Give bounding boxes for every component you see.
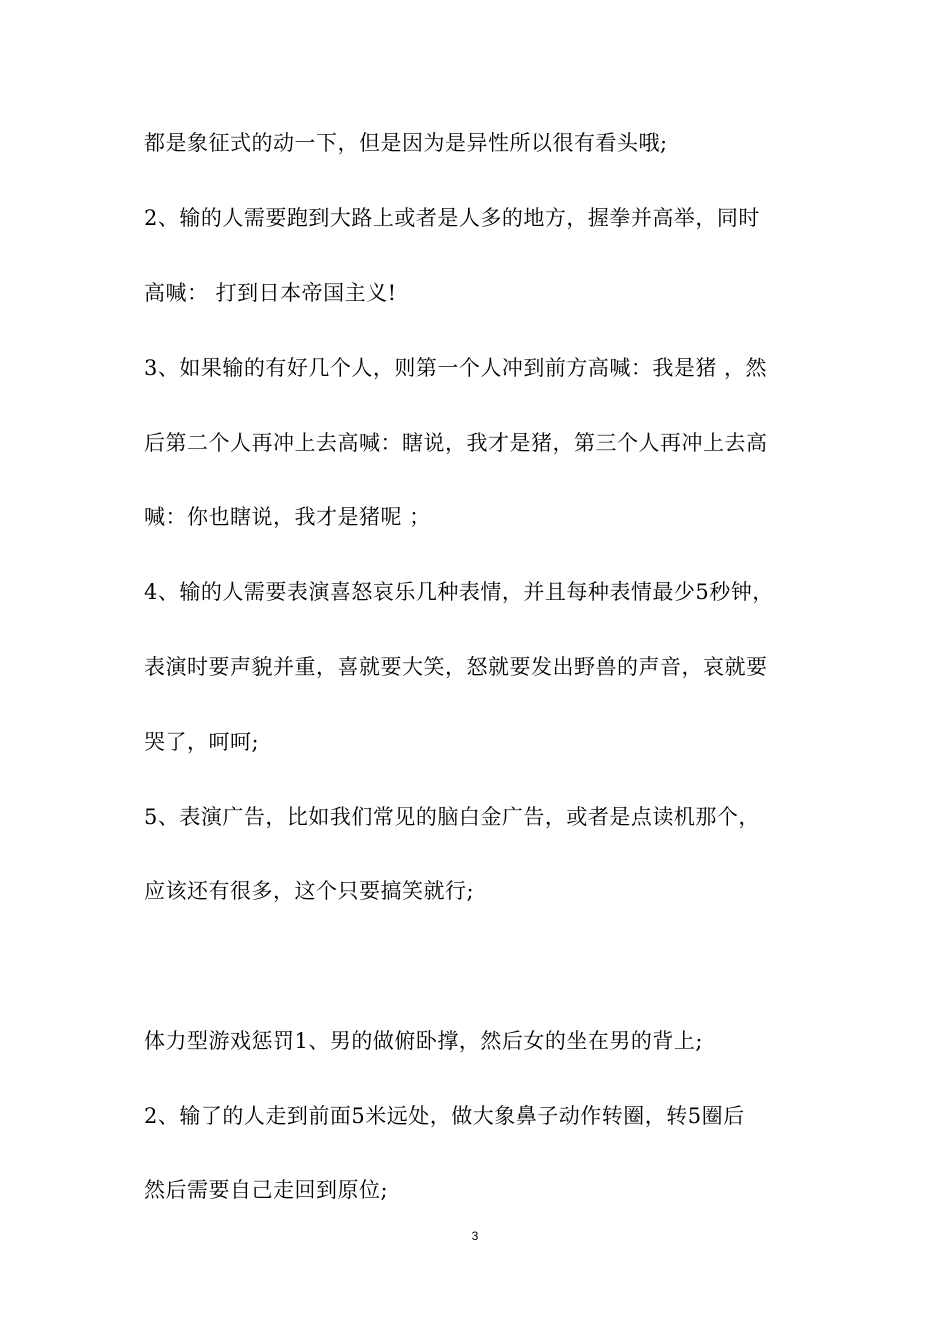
text-line-13: 2、输了的人走到前面5米远处，做大象鼻子动作转圈，转5圈后 — [144, 1104, 745, 1128]
text-line-8: 表演时要声貌并重，喜就要大笑，怒就要发出野兽的声音，哀就要 — [144, 655, 768, 679]
text-line-11: 应该还有很多，这个只要搞笑就行; — [144, 879, 475, 903]
text-line-6: 喊：你也瞎说，我才是猪呢 ； — [144, 505, 431, 529]
text-line-4: 3、如果输的有好几个人，则第一个人冲到前方高喊：我是猪 ，然 — [144, 356, 768, 380]
text-line-9: 哭了，呵呵; — [144, 730, 260, 754]
text-line-14: 然后需要自己走回到原位; — [144, 1178, 389, 1202]
text-line-12: 体力型游戏惩罚1、男的做俯卧撑，然后女的坐在男的背上; — [144, 1029, 703, 1053]
page-number: 3 — [471, 1229, 479, 1243]
text-line-7: 4、输的人需要表演喜怒哀乐几种表情，并且每种表情最少5秒钟， — [144, 580, 774, 604]
text-line-10: 5、表演广告，比如我们常见的脑白金广告，或者是点读机那个， — [144, 805, 760, 829]
text-line-2: 2、输的人需要跑到大路上或者是人多的地方，握拳并高举，同时 — [144, 206, 760, 230]
text-line-1: 都是象征式的动一下，但是因为是异性所以很有看头哦; — [144, 131, 668, 155]
text-line-3: 高喊： 打到日本帝国主义! — [144, 281, 397, 305]
text-line-5: 后第二个人再冲上去高喊：瞎说，我才是猪，第三个人再冲上去高 — [144, 431, 768, 455]
